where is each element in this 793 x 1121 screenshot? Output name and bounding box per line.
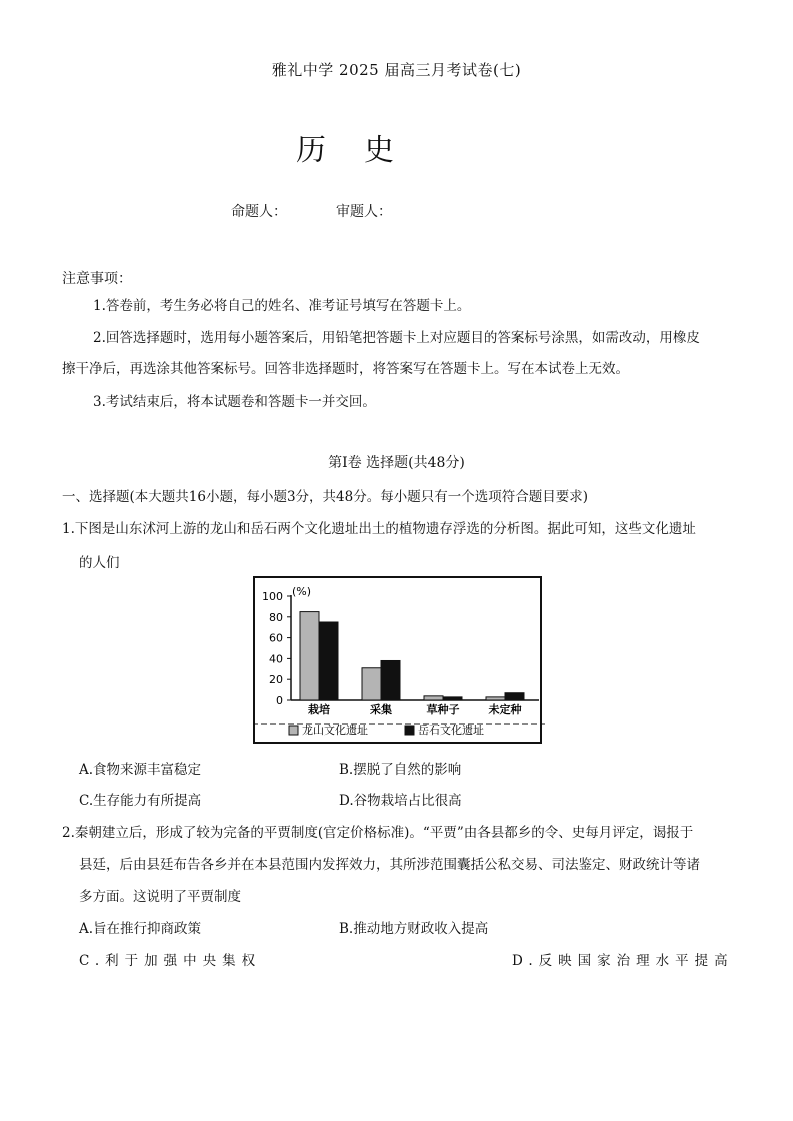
subject-title: 历史: [296, 133, 432, 168]
category-label: 栽培: [308, 703, 330, 716]
question-1-option-a: A.食物来源丰富稳定: [79, 762, 202, 778]
category-label: 采集: [370, 703, 392, 716]
bar-longshan-0: [300, 612, 319, 700]
legend-label: 岳石文化遗址: [418, 724, 484, 737]
bar-yueshi-0: [319, 622, 338, 700]
y-tick-label: 20: [269, 673, 283, 687]
setter-label: 命题人：: [231, 204, 287, 220]
category-label: 未定种: [488, 703, 522, 716]
question-2-stem-line-1: 2.秦朝建立后，形成了较为完备的平贾制度(官定价格标准)。“平贾”由各县都乡的令、史每月评定，谒报于: [62, 825, 694, 841]
checker-label: 审题人：: [336, 204, 392, 220]
bar-yueshi-3: [505, 693, 524, 700]
notice-item-2-line-2: 擦干净后，再选涂其他答案标号。回答非选择题时，将答案写在答题卡上。写在本试卷上无效。: [62, 361, 629, 377]
notice-heading: 注意事项：: [62, 271, 132, 287]
question-2-option-b: B.推动地方财政收入提高: [339, 921, 489, 937]
bar-yueshi-2: [443, 697, 462, 700]
plant-remains-bar-chart: [253, 576, 545, 748]
y-tick-label: 60: [269, 631, 283, 645]
bar-longshan-2: [424, 696, 443, 700]
question-2-stem-line-2: 县廷，后由县廷布告各乡并在本县范围内发挥效力，其所涉范围囊括公私交易、司法鉴定、财政统计等诸: [79, 857, 700, 873]
y-tick-label: 100: [262, 590, 283, 603]
legend-swatch: [289, 726, 298, 735]
y-tick-label: 0: [276, 694, 283, 707]
legend-label: 龙山文化遗址: [302, 724, 368, 737]
category-label-group: [308, 702, 522, 716]
question-2-option-c: C.利于加强中央集权: [79, 953, 262, 969]
bar-longshan-1: [362, 668, 381, 700]
question-1-stem-line-1: 1.下图是山东沭河上游的龙山和岳石两个文化遗址出土的植物遗存浮选的分析图。据此可知，这些文化遗址: [62, 521, 696, 537]
question-2-option-d: D.反映国家治理水平提高: [512, 953, 734, 969]
notice-item-2-line-1: 2.回答选择题时，选用每小题答案后，用铅笔把答题卡上对应题目的答案标号涂黑，如需改动，用橡皮: [93, 330, 700, 346]
exam-school-title: 雅礼中学 2025 届高三月考试卷(七): [271, 61, 522, 79]
chart-legend: [289, 723, 484, 737]
y-axis-unit: (%): [292, 585, 312, 598]
question-1-option-b: B.摆脱了自然的影响: [339, 762, 462, 778]
part-one-instructions: 一、选择题(本大题共16小题，每小题3分，共48分。每小题只有一个选项符合题目要求): [62, 489, 588, 505]
y-tick-group: [262, 590, 291, 707]
section-title: 第Ⅰ卷 选择题(共48分): [328, 455, 465, 471]
bar-longshan-3: [486, 697, 505, 700]
notice-item-3: 3.考试结束后，将本试题卷和答题卡一并交回。: [93, 394, 376, 410]
legend-swatch: [405, 726, 414, 735]
question-1-option-d: D.谷物栽培占比很高: [339, 793, 462, 809]
category-label: 草种子: [426, 703, 460, 716]
bar-group: [300, 612, 524, 700]
question-2-stem-line-3: 多方面。这说明了平贾制度: [79, 889, 241, 905]
notice-item-1: 1.答卷前，考生务必将自己的姓名、准考证号填写在答题卡上。: [93, 298, 471, 314]
question-1-stem-line-2: 的人们: [79, 555, 120, 571]
question-1-option-c: C.生存能力有所提高: [79, 793, 202, 809]
y-tick-label: 40: [269, 652, 283, 666]
question-2-option-a: A.旨在推行抑商政策: [79, 921, 202, 937]
bar-yueshi-1: [381, 660, 400, 700]
y-tick-label: 80: [269, 610, 283, 624]
